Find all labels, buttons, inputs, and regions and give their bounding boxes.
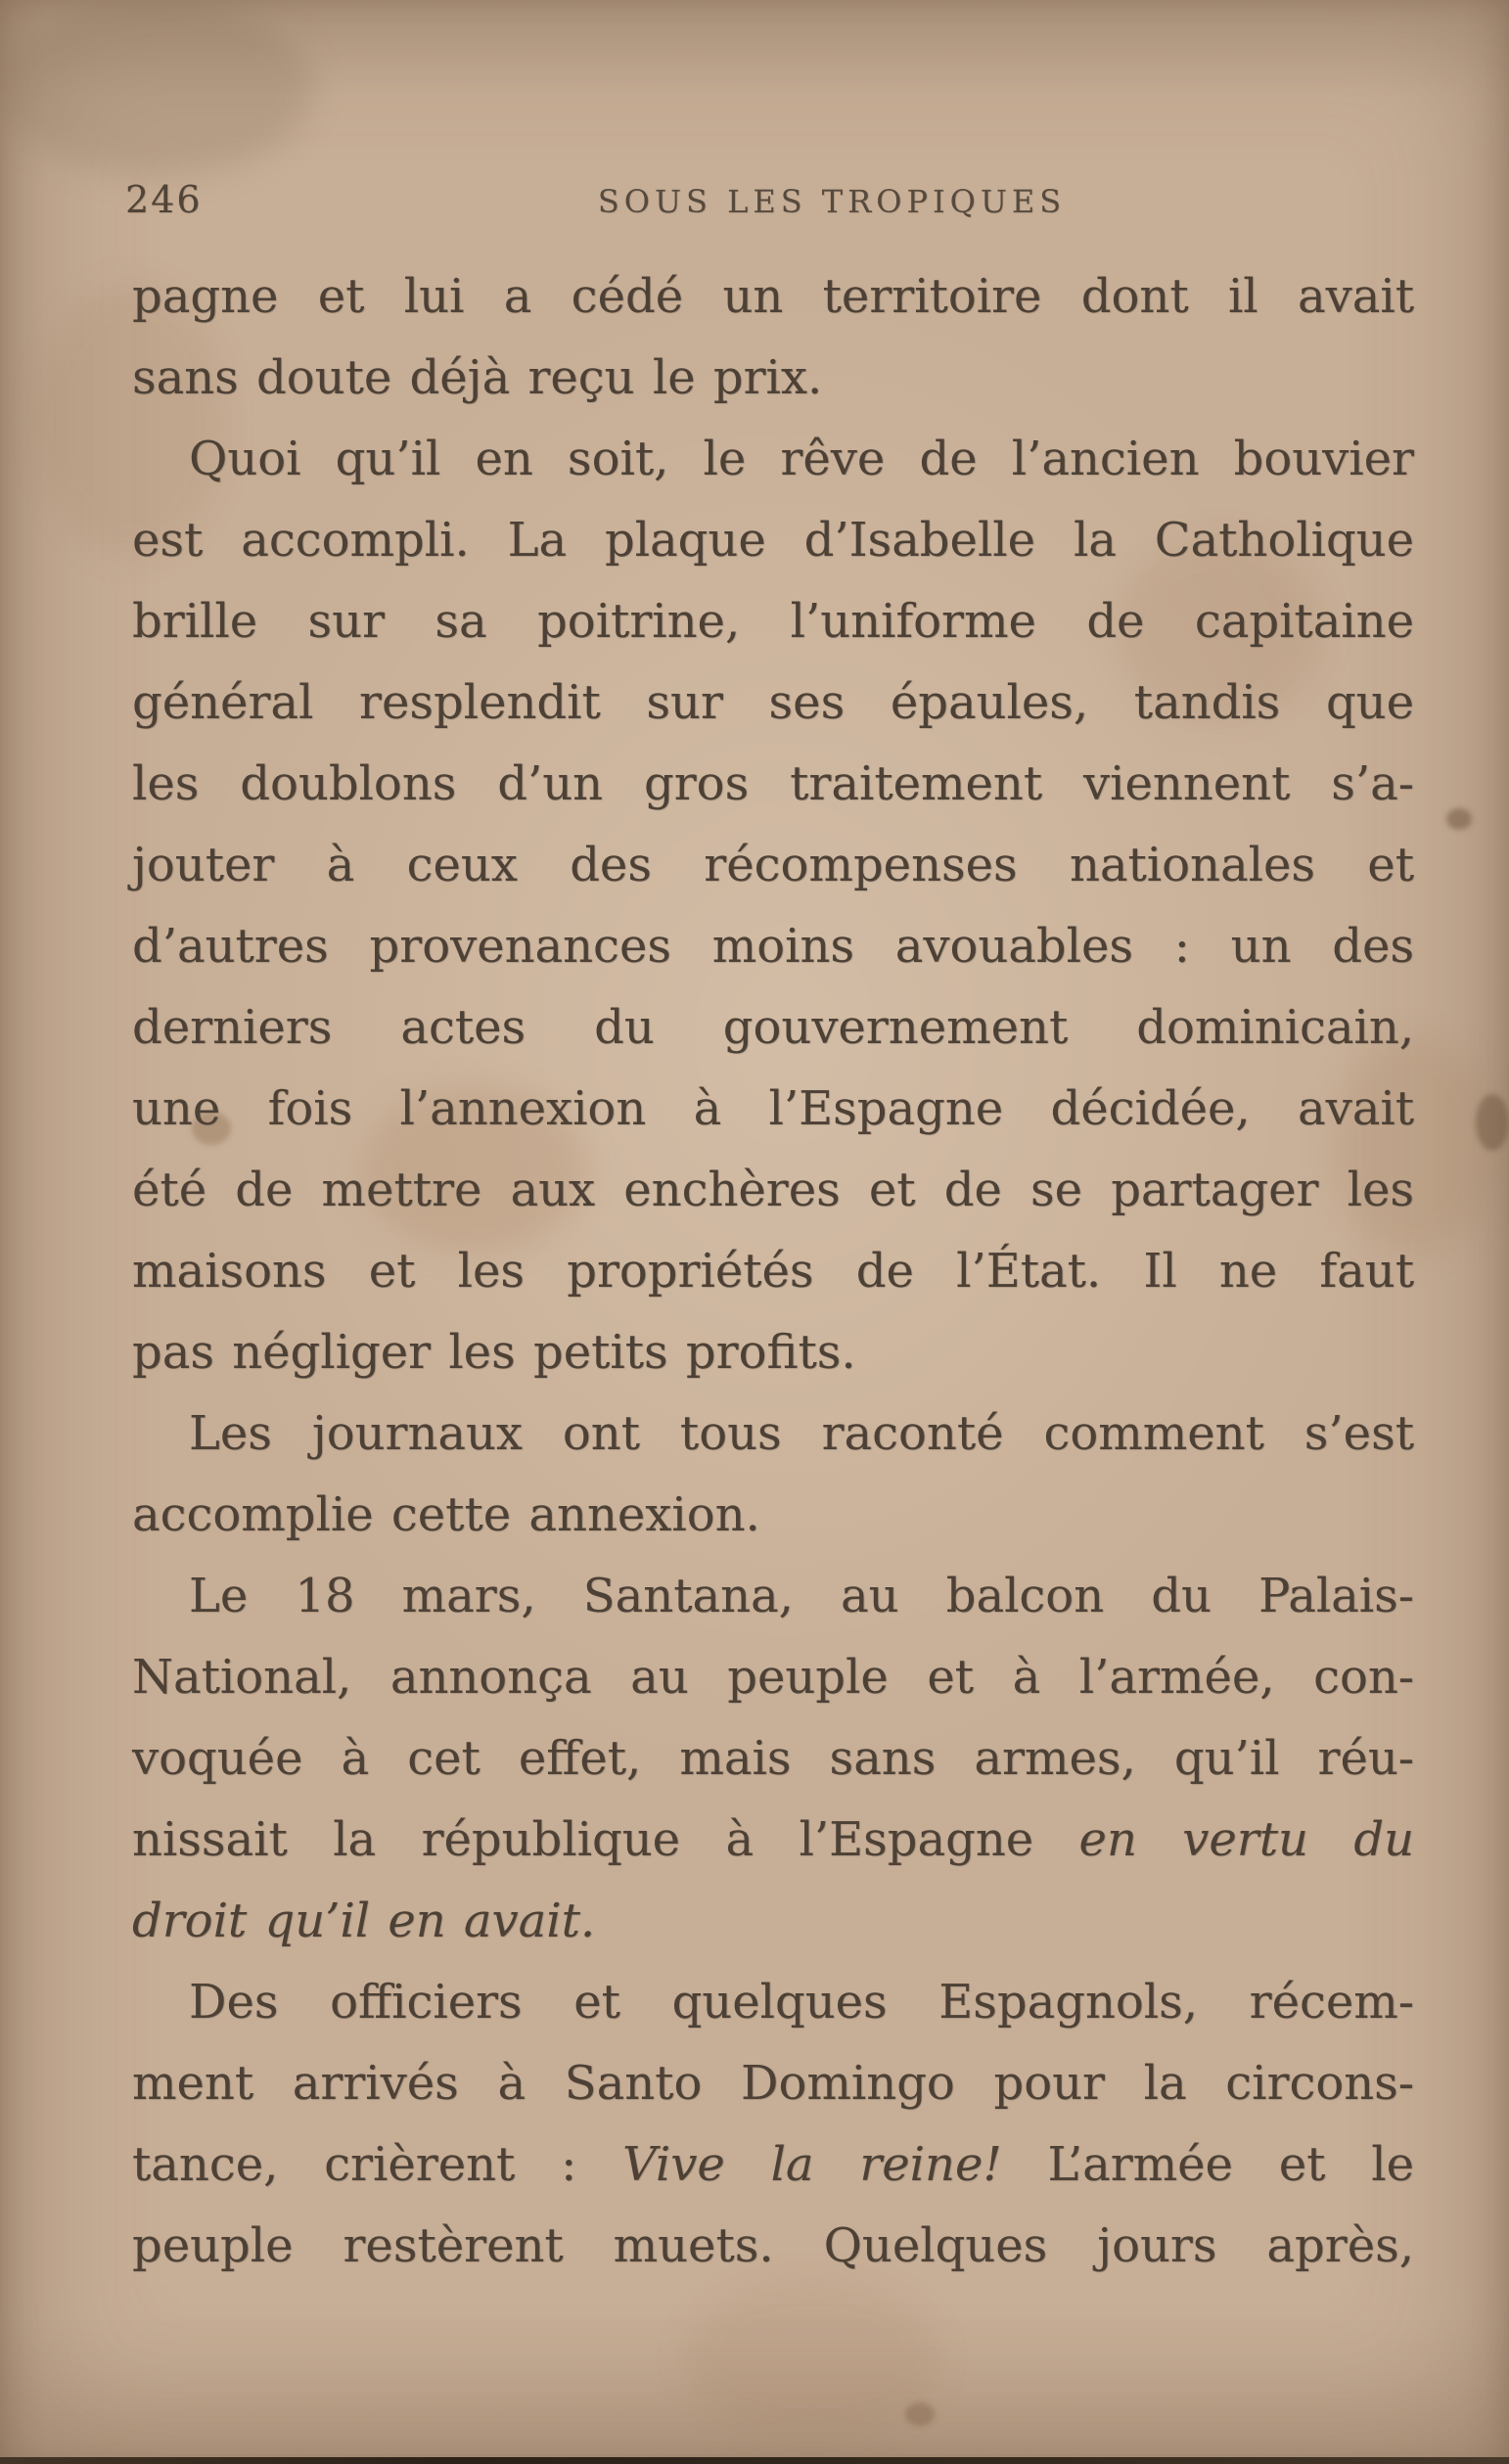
foxing-speck xyxy=(1476,1094,1509,1151)
italic-text-segment: Vive la reine! xyxy=(622,2137,1002,2192)
text-segment: pas négliger les petits profits. xyxy=(132,1325,856,1380)
italic-text-segment: droit qu’il en avait. xyxy=(132,1894,596,1948)
text-line xyxy=(132,987,1414,1069)
text-segment: d’autres provenances moins avouables : un des xyxy=(132,919,1414,974)
text-line xyxy=(132,1881,1414,1962)
text-segment: les doublons d’un gros traitement viennent s’a- xyxy=(132,756,1414,811)
italic-text-segment: en vertu du xyxy=(1078,1812,1414,1867)
text-segment: maisons et les propriétés de l’État. Il ne faut xyxy=(132,1244,1414,1299)
text-segment: National, annonça au peuple et à l’armée, con- xyxy=(132,1650,1414,1705)
text-line xyxy=(132,1312,1414,1393)
text-segment: accomplie cette annexion. xyxy=(132,1487,760,1542)
page-number: 246 xyxy=(125,178,203,221)
text-line xyxy=(132,1069,1414,1150)
text-line xyxy=(132,1150,1414,1231)
text-segment: ment arrivés à Santo Domingo pour la circons- xyxy=(132,2056,1414,2111)
body-text xyxy=(132,256,1414,2287)
text-segment: L’armée et le xyxy=(1001,2137,1415,2192)
foxing-speck xyxy=(1446,808,1472,830)
text-line xyxy=(132,1556,1414,1637)
text-segment: derniers actes du gouvernement dominicain, xyxy=(132,1000,1414,1055)
text-segment: été de mettre aux enchères et de se partager les xyxy=(132,1163,1414,1217)
text-segment: Le 18 mars, Santana, au balcon du Palais- xyxy=(189,1569,1414,1623)
text-line xyxy=(132,906,1414,987)
text-line xyxy=(132,1962,1414,2043)
paper-stain xyxy=(0,0,313,176)
text-line xyxy=(132,1475,1414,1556)
text-segment: voquée à cet effet, mais sans armes, qu’il réu- xyxy=(132,1731,1414,1786)
text-line xyxy=(132,2124,1414,2206)
text-line xyxy=(132,2206,1414,2287)
text-line xyxy=(132,825,1414,906)
text-segment: jouter à ceux des récompenses nationales et xyxy=(132,838,1414,892)
text-segment: peuple restèrent muets. Quelques jours après, xyxy=(132,2218,1414,2273)
text-segment: Des officiers et quelques Espagnols, récem- xyxy=(189,1975,1414,2030)
text-line xyxy=(132,662,1414,744)
foxing-speck xyxy=(905,2402,935,2426)
text-segment: tance, crièrent : xyxy=(132,2137,623,2192)
text-line xyxy=(132,338,1414,419)
text-line xyxy=(132,2043,1414,2124)
text-segment: général resplendit sur ses épaules, tandis que xyxy=(132,675,1414,730)
running-title: SOUS LES TROPIQUES xyxy=(597,183,1067,220)
paper-stain xyxy=(685,2280,939,2437)
text-segment: une fois l’annexion à l’Espagne décidée, avait xyxy=(132,1081,1414,1136)
text-segment: sans doute déjà reçu le prix. xyxy=(132,350,823,405)
text-line xyxy=(132,1637,1414,1718)
text-segment: pagne et lui a cédé un territoire dont il avait xyxy=(132,269,1414,324)
text-line xyxy=(132,1800,1414,1881)
text-segment: Quoi qu’il en soit, le rêve de l’ancien bouvier xyxy=(189,432,1414,486)
text-line xyxy=(132,581,1414,662)
text-line xyxy=(132,1718,1414,1800)
text-line xyxy=(132,256,1414,338)
text-segment: nissait la république à l’Espagne xyxy=(132,1812,1079,1867)
text-line xyxy=(132,500,1414,581)
text-segment: est accompli. La plaque d’Isabelle la Catholique xyxy=(132,513,1414,568)
scan-edge xyxy=(0,2457,1509,2464)
text-line xyxy=(132,1393,1414,1475)
text-segment: brille sur sa poitrine, l’uniforme de capitaine xyxy=(132,594,1414,649)
page-header xyxy=(0,178,1509,227)
text-line xyxy=(132,1231,1414,1312)
text-line xyxy=(132,419,1414,500)
text-segment: Les journaux ont tous raconté comment s’est xyxy=(189,1406,1414,1461)
text-line xyxy=(132,744,1414,825)
